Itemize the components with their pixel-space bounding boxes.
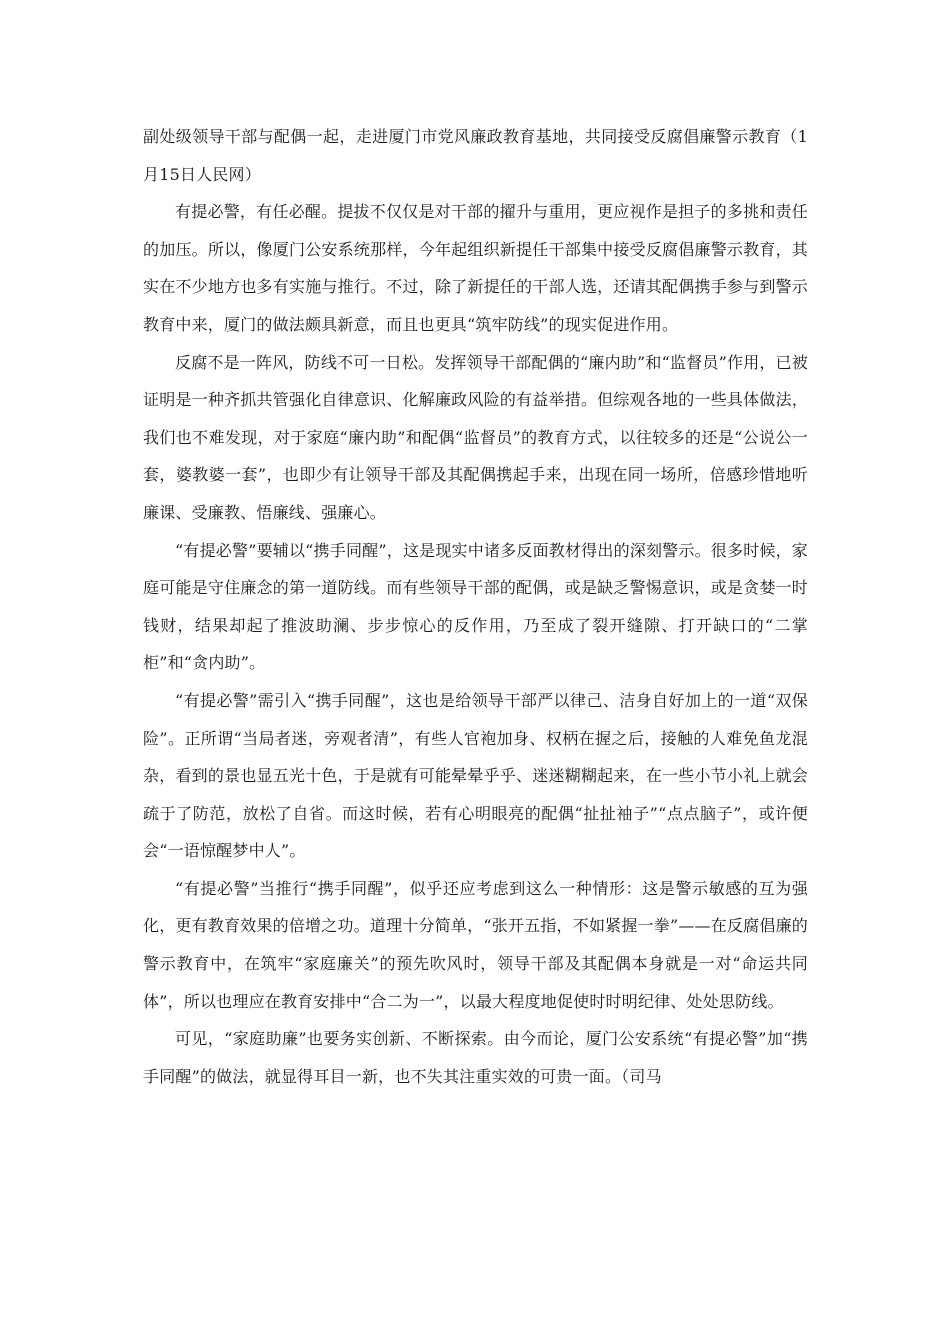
paragraph-7: 可见，“家庭助廉”也要务实创新、不断探索。由今而论，厦门公安系统“有提必警”加“携手同醒”的做法，就显得耳目一新，也不失其注重实效的可贵一面。（司马 <box>143 1029 808 1086</box>
paragraph-3: 反腐不是一阵风，防线不可一日松。发挥领导干部配偶的“廉内助”和“监督员”作用，已被证明是一种齐抓共管强化自律意识、化解廉政风险的有益举措。但综观各地的一些具体做法，我们也不难发现，对于家庭“廉内助”和配偶“监督员”的教育方式，以往较多的还是“公说公一套，婆教婆一套”，也即少有让领导干部及其配偶携起手来，出现在同一场所，倍感珍惜地听廉课、受廉教、悟廉线、强廉心。 <box>143 352 808 522</box>
paragraph-1: 副处级领导干部与配偶一起，走进厦门市党风廉政教育基地，共同接受反腐倡廉警示教育（1月15日人民网） <box>143 127 808 184</box>
paragraph-5: “有提必警”需引入“携手同醒”，这也是给领导干部严以律己、洁身自好加上的一道“双保险”。正所谓“当局者迷，旁观者清”，有些人官袍加身、权柄在握之后，接触的人难免鱼龙混杂，看到的景也显五光十色，于是就有可能晕晕乎乎、迷迷糊糊起来，在一些小节小礼上就会疏于了防范，放松了自省。而这时候，若有心明眼亮的配偶“扯扯袖子”“点点脑子”，或许便会“一语惊醒梦中人”。 <box>143 690 808 861</box>
paragraph-4: “有提必警”要辅以“携手同醒”，这是现实中诸多反面教材得出的深刻警示。很多时候，家庭可能是守住廉念的第一道防线。而有些领导干部的配偶，或是缺乏警惕意识，或是贪婪一时钱财，结果却起了推波助澜、步步惊心的反作用，乃至成了裂开缝隙、打开缺口的“二掌柜”和“贪内助”。 <box>143 540 808 673</box>
paragraph-6: “有提必警”当推行“携手同醒”，似乎还应考虑到这么一种情形：这是警示敏感的互为强化，更有教育效果的倍增之功。道理十分简单，“张开五指，不如紧握一拳”——在反腐倡廉的警示教育中，在筑牢“家庭廉关”的预先吹风时，领导干部及其配偶本身就是一对“命运共同体”，所以也理应在教育安排中“合二为一”，以最大程度地促使时时明纪律、处处思防线。 <box>143 878 808 1011</box>
document-page <box>143 118 808 1095</box>
paragraph-2: 有提必警，有任必醒。提拔不仅仅是对干部的擢升与重用，更应视作是担子的多挑和责任的加压。所以，像厦门公安系统那样，今年起组织新提任干部集中接受反腐倡廉警示教育，其实在不少地方也多有实施与推行。不过，除了新提任的干部人选，还请其配偶携手参与到警示教育中来，厦门的做法颇具新意，而且也更具“筑牢防线”的现实促进作用。 <box>143 202 808 334</box>
